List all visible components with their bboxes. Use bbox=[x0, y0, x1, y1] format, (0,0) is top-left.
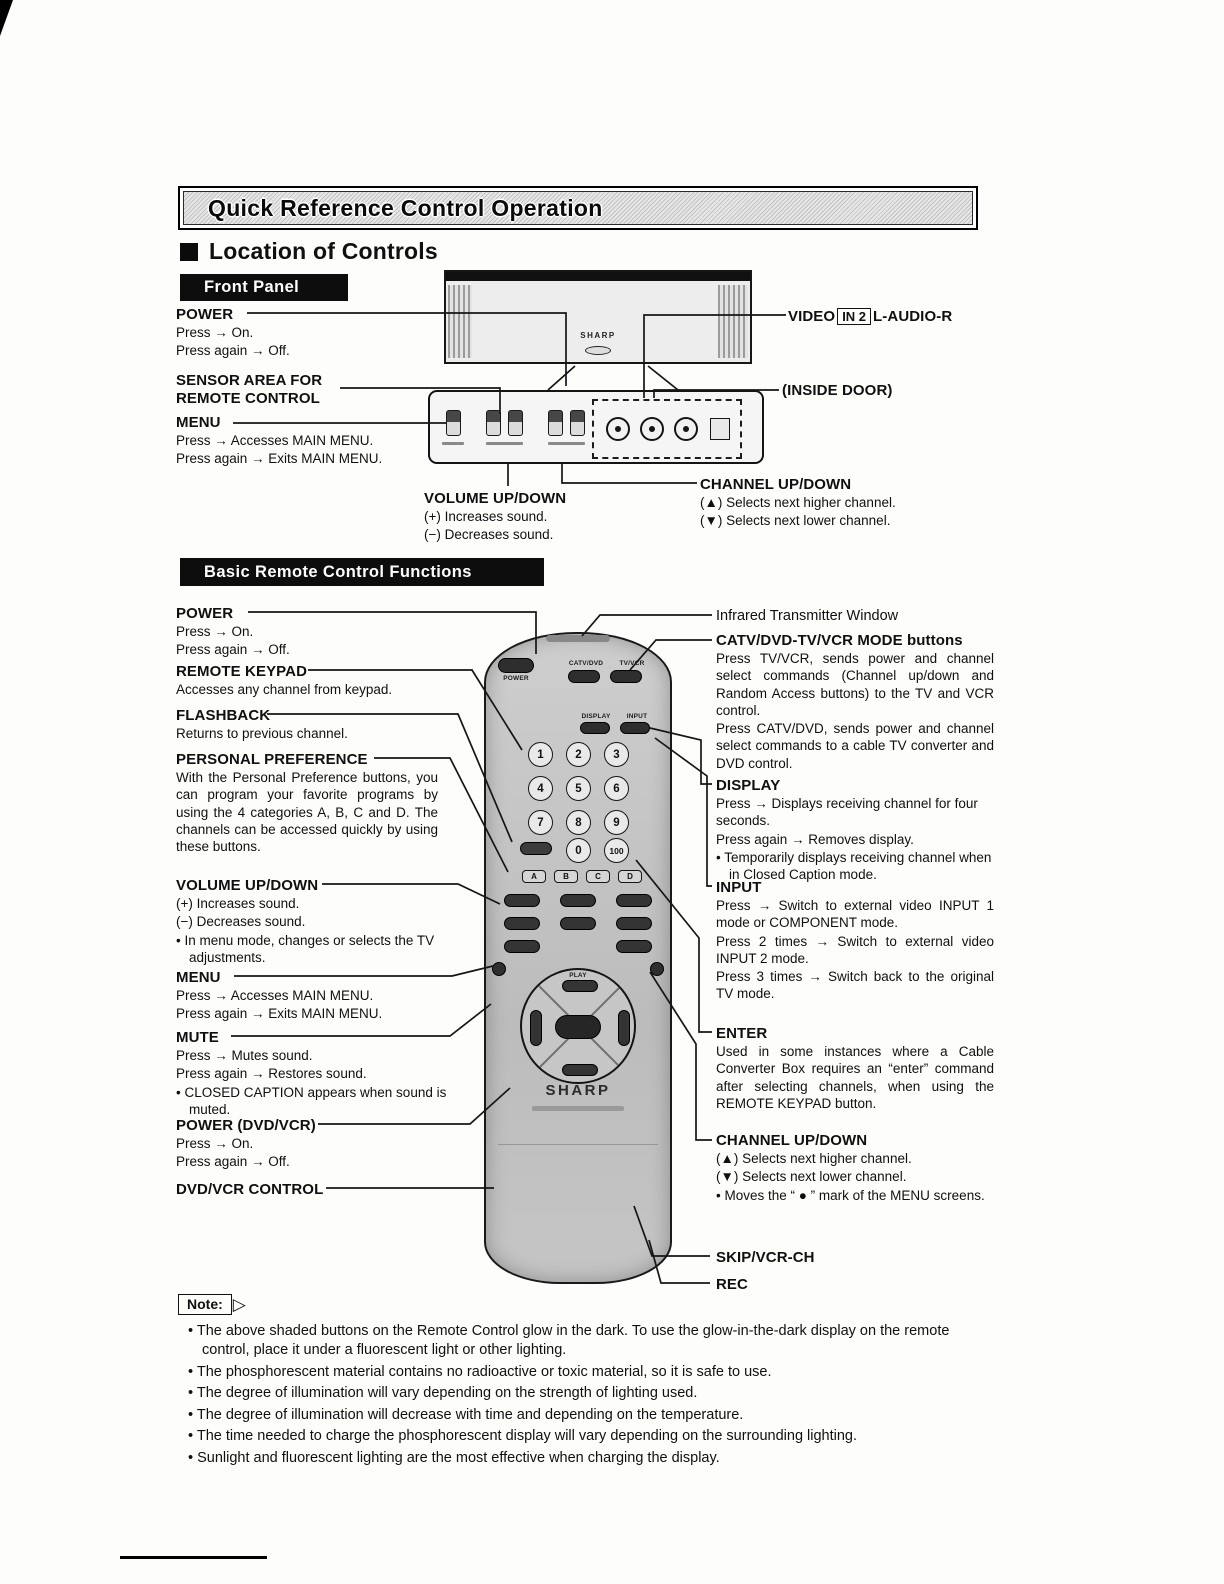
input-button-label: INPUT bbox=[626, 713, 648, 720]
callout-title: (INSIDE DOOR) bbox=[782, 382, 893, 399]
text-line: • The degree of illumination will decrease with time and depending on the temperature. bbox=[188, 1406, 744, 1423]
callout-lines bbox=[176, 1047, 456, 1118]
remote-section-tab bbox=[180, 558, 544, 586]
front-panel-tab bbox=[180, 274, 348, 301]
callout-video-in2 bbox=[788, 308, 1018, 326]
small-button bbox=[560, 894, 596, 907]
battery-door-seam bbox=[498, 1144, 658, 1145]
callout-power-dvd-vcr bbox=[176, 1117, 446, 1172]
callout-front-menu bbox=[176, 414, 436, 469]
callout-lines bbox=[716, 1150, 992, 1204]
playback-pad bbox=[520, 968, 636, 1084]
callout-title: REC bbox=[716, 1276, 748, 1293]
callout-ir-window bbox=[716, 608, 992, 625]
text-line: Accesses any channel from keypad. bbox=[176, 682, 393, 697]
text-line: 9 bbox=[604, 810, 629, 835]
video-label-pre: VIDEO bbox=[788, 308, 836, 325]
text-line: With the Personal Preference buttons, you can program your favorite programs by using the 4 categories A, B, C and D. The channels can be accessed quickly by using these buttons. bbox=[176, 770, 438, 855]
tv-speaker-left bbox=[448, 285, 472, 358]
callout-title: Infrared Transmitter Window bbox=[716, 608, 899, 624]
text-line: • CLOSED CAPTION appears when sound is muted. bbox=[176, 1084, 447, 1117]
remote-power-button bbox=[498, 658, 534, 673]
text-line: Press → Switch to external video INPUT 1 mode or COMPONENT mode. bbox=[716, 898, 994, 931]
display-button-label: DISPLAY bbox=[581, 713, 611, 720]
callout-lines bbox=[716, 897, 994, 1003]
callout-remote-volume bbox=[176, 877, 456, 967]
section-heading bbox=[180, 238, 438, 265]
callout-title: DVD/VCR CONTROL bbox=[176, 1181, 324, 1198]
text-line: Press → Mutes sound. bbox=[176, 1048, 313, 1063]
text-line: Press 3 times → Switch back to the original TV mode. bbox=[716, 969, 994, 1002]
callout-lines bbox=[176, 324, 426, 360]
inside-door-jack-area bbox=[592, 399, 742, 459]
callout-mute bbox=[176, 1029, 456, 1119]
rewind-button bbox=[530, 1010, 542, 1046]
text-line: 8 bbox=[566, 810, 591, 835]
callout-lines bbox=[176, 623, 426, 659]
text-line: • Temporarily displays receiving channel when in Closed Caption mode. bbox=[716, 849, 992, 883]
panel-channel-down-button bbox=[548, 410, 563, 436]
tv-top-band bbox=[446, 272, 750, 281]
note-arrow-icon: ▷ bbox=[232, 1295, 246, 1314]
text-line: Press again → Restores sound. bbox=[176, 1066, 367, 1082]
panel-label-smudge bbox=[486, 442, 523, 445]
callout-title: INPUT bbox=[716, 879, 762, 896]
callout-title: CATV/DVD-TV/VCR MODE buttons bbox=[716, 632, 963, 649]
text-line: • Moves the “ ● ” mark of the MENU screens. bbox=[716, 1187, 985, 1203]
video-label-boxed: IN 2 bbox=[837, 308, 871, 325]
text-line: Press again → Removes display. bbox=[716, 831, 914, 847]
callout-title: PERSONAL PREFERENCE bbox=[176, 751, 368, 768]
catv-dvd-mode-button bbox=[568, 670, 600, 683]
page-title: Quick Reference Control Operation bbox=[208, 194, 603, 221]
front-panel-control-strip bbox=[428, 390, 764, 464]
text-line: (−) Decreases sound. bbox=[176, 914, 306, 930]
small-button bbox=[616, 894, 652, 907]
note-label bbox=[178, 1294, 246, 1315]
callout-title: CHANNEL UP/DOWN bbox=[700, 476, 852, 493]
callout-remote-channel bbox=[716, 1132, 992, 1205]
callout-remote-keypad bbox=[176, 663, 456, 699]
menu-button bbox=[492, 962, 506, 976]
text-line: Press again → Off. bbox=[176, 1154, 290, 1170]
text-line: 1 bbox=[528, 742, 553, 767]
callout-lines bbox=[176, 769, 438, 855]
callout-title: DISPLAY bbox=[716, 777, 781, 794]
callout-lines bbox=[176, 432, 436, 468]
callout-lines bbox=[424, 508, 654, 544]
channel-down-button bbox=[616, 940, 652, 953]
text-line: 7 bbox=[528, 810, 553, 835]
text-line: 3 bbox=[604, 742, 629, 767]
callout-inside-door bbox=[782, 382, 1002, 400]
text-line: • The time needed to charge the phosphorescent display will vary depending on the surrounding lighting. bbox=[188, 1428, 858, 1445]
callout-front-channel bbox=[700, 476, 970, 531]
text-line: Press → Accesses MAIN MENU. bbox=[176, 988, 374, 1003]
key-zero: 0 bbox=[566, 838, 591, 863]
text-line: (▼) Selects next lower channel. bbox=[716, 1169, 907, 1185]
callout-sensor-area bbox=[176, 372, 426, 408]
note-box: Note: bbox=[178, 1294, 232, 1315]
remote-power-label: POWER bbox=[503, 675, 529, 682]
callout-remote-menu bbox=[176, 969, 446, 1024]
callout-title: MENU bbox=[176, 969, 221, 986]
note-bullet-list bbox=[188, 1322, 1000, 1470]
title-bar-hatch bbox=[183, 191, 973, 225]
callout-lines bbox=[176, 895, 456, 966]
section-heading-text: Location of Controls bbox=[209, 238, 438, 264]
callout-flashback bbox=[176, 707, 456, 743]
callout-lines bbox=[716, 1043, 994, 1112]
panel-label-smudge bbox=[442, 442, 464, 445]
text-line: Press again → Off. bbox=[176, 642, 290, 658]
title-bar bbox=[178, 186, 978, 230]
front-panel-tab-label: Front Panel bbox=[204, 278, 300, 296]
callout-title: ENTER bbox=[716, 1025, 768, 1042]
text-line: Returns to previous channel. bbox=[176, 726, 348, 741]
text-line: • The above shaded buttons on the Remote Control glow in the dark. To use the glow-in-the-dark display on the remote control, place it under a fluorescent light or other lighting. bbox=[188, 1323, 950, 1359]
callout-display bbox=[716, 777, 992, 884]
text-line: B bbox=[554, 870, 578, 883]
panel-menu-button bbox=[446, 410, 461, 436]
text-line: (+) Increases sound. bbox=[176, 896, 300, 911]
callout-lines bbox=[176, 987, 446, 1023]
ir-window bbox=[546, 635, 610, 642]
text-line: (▲) Selects next higher channel. bbox=[716, 1151, 912, 1166]
svideo-jack bbox=[710, 418, 730, 440]
panel-label-smudge bbox=[548, 442, 585, 445]
text-line: • The degree of illumination will vary depending on the strength of lighting used. bbox=[188, 1385, 698, 1402]
text-line: • Sunlight and fluorescent lighting are the most effective when charging the display. bbox=[188, 1449, 720, 1466]
number-keypad bbox=[528, 742, 629, 835]
callout-front-power bbox=[176, 306, 426, 361]
text-line: (−) Decreases sound. bbox=[424, 527, 554, 543]
text-line: Press again → Off. bbox=[176, 343, 290, 359]
tv-front-panel-diagram bbox=[428, 268, 768, 473]
personal-preference-buttons bbox=[522, 870, 642, 883]
model-text-smudge bbox=[532, 1106, 624, 1111]
tv-brand-logo: SHARP bbox=[580, 331, 616, 340]
text-line: 6 bbox=[604, 776, 629, 801]
text-line: D bbox=[618, 870, 642, 883]
text-line: Used in some instances where a Cable Converter Box requires an “enter” command after selecting channels, when using the REMOTE KEYPAD button. bbox=[716, 1044, 994, 1111]
pad-center-button bbox=[555, 1015, 601, 1039]
callout-rec bbox=[716, 1276, 976, 1294]
channel-up-button bbox=[616, 917, 652, 930]
small-button bbox=[504, 940, 540, 953]
callout-title: VOLUME UP/DOWN bbox=[176, 877, 319, 894]
callout-lines bbox=[176, 681, 456, 698]
callout-mode-buttons bbox=[716, 632, 994, 773]
video-label-post: L-AUDIO-R bbox=[873, 308, 953, 325]
text-line: • In menu mode, changes or selects the TV adjustments. bbox=[176, 932, 435, 965]
callout-lines bbox=[716, 795, 992, 883]
key-hundred: 100 bbox=[604, 838, 629, 863]
scan-artifact-line bbox=[120, 1556, 267, 1559]
remote-section-tab-label: Basic Remote Control Functions bbox=[204, 562, 472, 581]
remote-brand-logo: SHARP bbox=[545, 1082, 611, 1099]
callout-title: VOLUME UP/DOWN bbox=[424, 490, 567, 507]
play-button bbox=[562, 980, 598, 992]
callout-title: POWER bbox=[176, 605, 234, 622]
callout-remote-power bbox=[176, 605, 426, 660]
text-line: Press 2 times → Switch to external video INPUT 2 mode. bbox=[716, 933, 994, 966]
text-line: Press → On. bbox=[176, 624, 254, 639]
panel-volume-up-button bbox=[508, 410, 523, 436]
av-jack bbox=[640, 417, 664, 441]
text-line: Press TV/VCR, sends power and channel select commands (Channel up/down and Random Access buttons) to the TV and VCR control. bbox=[716, 651, 994, 718]
flashback-button bbox=[520, 842, 552, 855]
text-line: • The phosphorescent material contains no radioactive or toxic material, so it is safe to use. bbox=[188, 1363, 772, 1380]
tv-power-oval bbox=[585, 346, 611, 355]
mute-button bbox=[504, 894, 540, 907]
callout-title: REMOTE KEYPAD bbox=[176, 663, 308, 680]
text-line: (▲) Selects next higher channel. bbox=[700, 495, 896, 510]
tv-body bbox=[444, 270, 752, 364]
callout-skip-vcr-ch bbox=[716, 1249, 976, 1267]
square-bullet-icon bbox=[180, 243, 198, 261]
play-label: PLAY bbox=[569, 972, 587, 979]
text-line: (▼) Selects next lower channel. bbox=[700, 513, 891, 529]
text-line: 2 bbox=[566, 742, 591, 767]
callout-enter bbox=[716, 1025, 994, 1113]
text-line: Press → Accesses MAIN MENU. bbox=[176, 433, 374, 448]
callout-lines bbox=[716, 650, 994, 772]
tv-speaker-right bbox=[718, 285, 748, 358]
callout-dvd-vcr-control bbox=[176, 1181, 446, 1199]
tv-vcr-mode-label: TV/VCR bbox=[619, 660, 645, 667]
text-line: 4 bbox=[528, 776, 553, 801]
text-line: Press again → Exits MAIN MENU. bbox=[176, 1006, 383, 1022]
panel-volume-down-button bbox=[486, 410, 501, 436]
text-line: (+) Increases sound. bbox=[424, 509, 548, 524]
text-line: A bbox=[522, 870, 546, 883]
callout-title: POWER (DVD/VCR) bbox=[176, 1117, 316, 1134]
callout-lines bbox=[700, 494, 970, 530]
callout-title: MUTE bbox=[176, 1029, 219, 1046]
callout-title: MENU bbox=[176, 414, 221, 431]
panel-channel-up-button bbox=[570, 410, 585, 436]
callout-input bbox=[716, 879, 994, 1004]
stop-button bbox=[562, 1064, 598, 1076]
callout-lines bbox=[176, 1135, 446, 1171]
volume-down-button bbox=[504, 917, 540, 930]
text-line: Press CATV/DVD, sends power and channel select commands to a cable TV converter and DVD control. bbox=[716, 721, 994, 771]
tv-vcr-mode-button bbox=[610, 670, 642, 683]
av-jack bbox=[674, 417, 698, 441]
av-jack bbox=[606, 417, 630, 441]
volume-up-button bbox=[560, 917, 596, 930]
fast-forward-button bbox=[618, 1010, 630, 1046]
callout-title: FLASHBACK bbox=[176, 707, 271, 724]
callout-title: SKIP/VCR-CH bbox=[716, 1249, 815, 1266]
enter-button bbox=[650, 962, 664, 976]
callout-title: POWER bbox=[176, 306, 234, 323]
text-line: C bbox=[586, 870, 610, 883]
text-line: 5 bbox=[566, 776, 591, 801]
text-line: Press → On. bbox=[176, 325, 254, 340]
callout-lines bbox=[176, 725, 456, 742]
callout-title: SENSOR AREA FOR bbox=[176, 372, 323, 389]
callout-title: REMOTE CONTROL bbox=[176, 390, 320, 407]
remote-control-diagram bbox=[484, 632, 672, 1284]
callout-front-volume bbox=[424, 490, 654, 545]
text-line: Press → On. bbox=[176, 1136, 254, 1151]
callout-title: CHANNEL UP/DOWN bbox=[716, 1132, 868, 1149]
text-line: Press → Displays receiving channel for four seconds. bbox=[716, 796, 978, 829]
callout-personal-preference bbox=[176, 751, 438, 856]
input-button bbox=[620, 722, 650, 734]
text-line: Press again → Exits MAIN MENU. bbox=[176, 451, 383, 467]
scan-artifact-corner bbox=[0, 0, 13, 36]
catv-dvd-mode-label: CATV/DVD bbox=[568, 660, 604, 667]
display-button bbox=[580, 722, 610, 734]
